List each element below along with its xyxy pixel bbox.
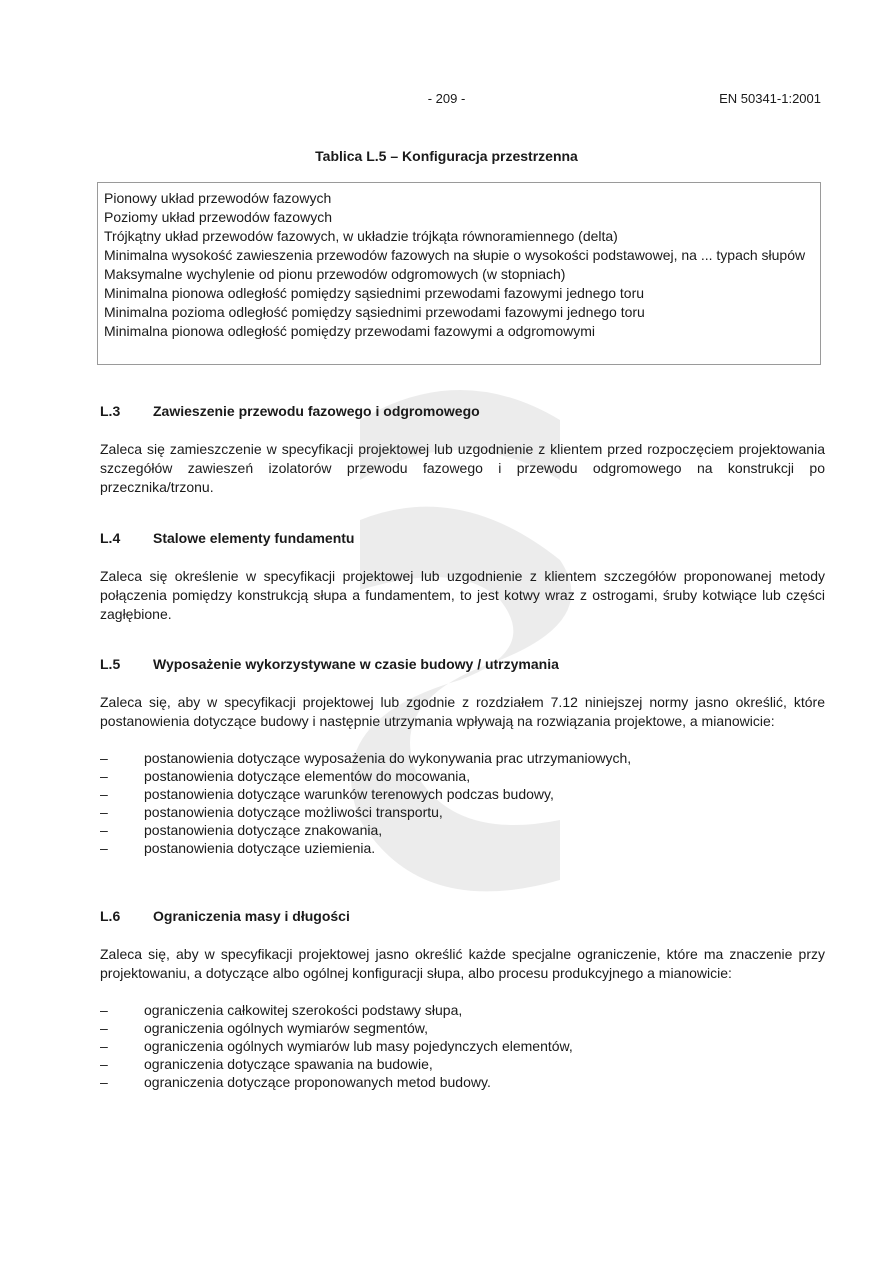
section-number: L.6 [100,908,121,924]
section-l3 [100,402,825,497]
section-paragraph: Zaleca się, aby w specyfikacji projektowej jasno określić każde specjalne ograniczenie, które ma znaczenie przy projektowaniu, a dotyczące albo ogólnej konfiguracji słupa, albo procesu produkcyjnego a mianowicie: [100,946,825,981]
list-item: – postanowienia dotyczące warunków terenowych podczas budowy, [100,786,554,802]
section-number: L.4 [100,530,121,546]
section-l5 [100,655,825,857]
table-row: Trójkątny układ przewodów fazowych, w układzie trójkąta równoramiennego (delta) [104,228,618,244]
section-title: Zawieszenie przewodu fazowego i odgromowego [153,403,480,419]
section-title: Stalowe elementy fundamentu [153,530,355,546]
bullet-list [100,749,825,857]
list-item: – postanowienia dotyczące uziemienia. [100,840,376,856]
section-title: Ograniczenia masy i długości [153,908,350,924]
section-paragraph: Zaleca się zamieszczenie w specyfikacji projektowej lub uzgodnienie z klientem przed rozpoczęciem projektowania szczegółów zawieszeń izolatorów przewodu fazowego i przewodu odgromowego na konstrukcji po przecznika/trzonu. [100,441,825,495]
section-heading [100,907,825,925]
table-row: Minimalna pozioma odległość pomiędzy sąsiednimi przewodami fazowymi jednego toru [104,304,645,320]
section-heading [100,529,825,547]
list-item: – postanowienia dotyczące elementów do mocowania, [100,768,471,784]
section-paragraph: Zaleca się określenie w specyfikacji projektowej lub uzgodnienie z klientem szczegółów proponowanej metody połączenia pomiędzy konstrukcją słupa a fundamentem, to jest kotwy wraz z ostrogami, śruby kotwiące lub części zagłębione. [100,568,825,622]
list-item: – ograniczenia całkowitej szerokości podstawy słupa, [100,1002,463,1018]
table-row: Pionowy układ przewodów fazowych [104,190,332,206]
section-number: L.5 [100,656,121,672]
section-paragraph: Zaleca się, aby w specyfikacji projektowej lub zgodnie z rozdziałem 7.12 niniejszej normy jasno określić, które postanowienia dotyczące budowy i następnie utrzymania wpływają na rozwiązania projektowe, a mianowicie: [100,694,825,729]
standard-code: EN 50341-1:2001 [719,91,821,106]
page-number: - 209 - [427,91,466,106]
configuration-table [97,182,821,365]
section-heading [100,402,825,420]
section-heading [100,655,825,673]
section-l6 [100,907,825,1091]
table-row: Minimalna pionowa odległość pomiędzy sąsiednimi przewodami fazowymi jednego toru [104,285,645,301]
list-item: – ograniczenia ogólnych wymiarów lub masy pojedynczych elementów, [100,1038,573,1054]
table-row: Minimalna wysokość zawieszenia przewodów fazowych na słupie o wysokości podstawowej, na ... typach słupów [104,247,806,263]
list-item: – postanowienia dotyczące możliwości transportu, [100,804,443,820]
list-item: – postanowienia dotyczące wyposażenia do wykonywania prac utrzymaniowych, [100,750,632,766]
list-item: – postanowienia dotyczące znakowania, [100,822,383,838]
bullet-list [100,1001,825,1091]
table-row: Minimalna pionowa odległość pomiędzy przewodami fazowymi a odgromowymi [104,323,595,339]
list-item: – ograniczenia ogólnych wymiarów segmentów, [100,1020,429,1036]
section-l4 [100,529,825,624]
table-title: Tablica L.5 – Konfiguracja przestrzenna [315,148,578,164]
list-item: – ograniczenia dotyczące proponowanych metod budowy. [100,1074,491,1090]
section-title: Wyposażenie wykorzystywane w czasie budowy / utrzymania [153,656,559,672]
section-number: L.3 [100,403,121,419]
table-row: Maksymalne wychylenie od pionu przewodów odgromowych (w stopniach) [104,266,566,282]
table-row: Poziomy układ przewodów fazowych [104,209,332,225]
list-item: – ograniczenia dotyczące spawania na budowie, [100,1056,433,1072]
